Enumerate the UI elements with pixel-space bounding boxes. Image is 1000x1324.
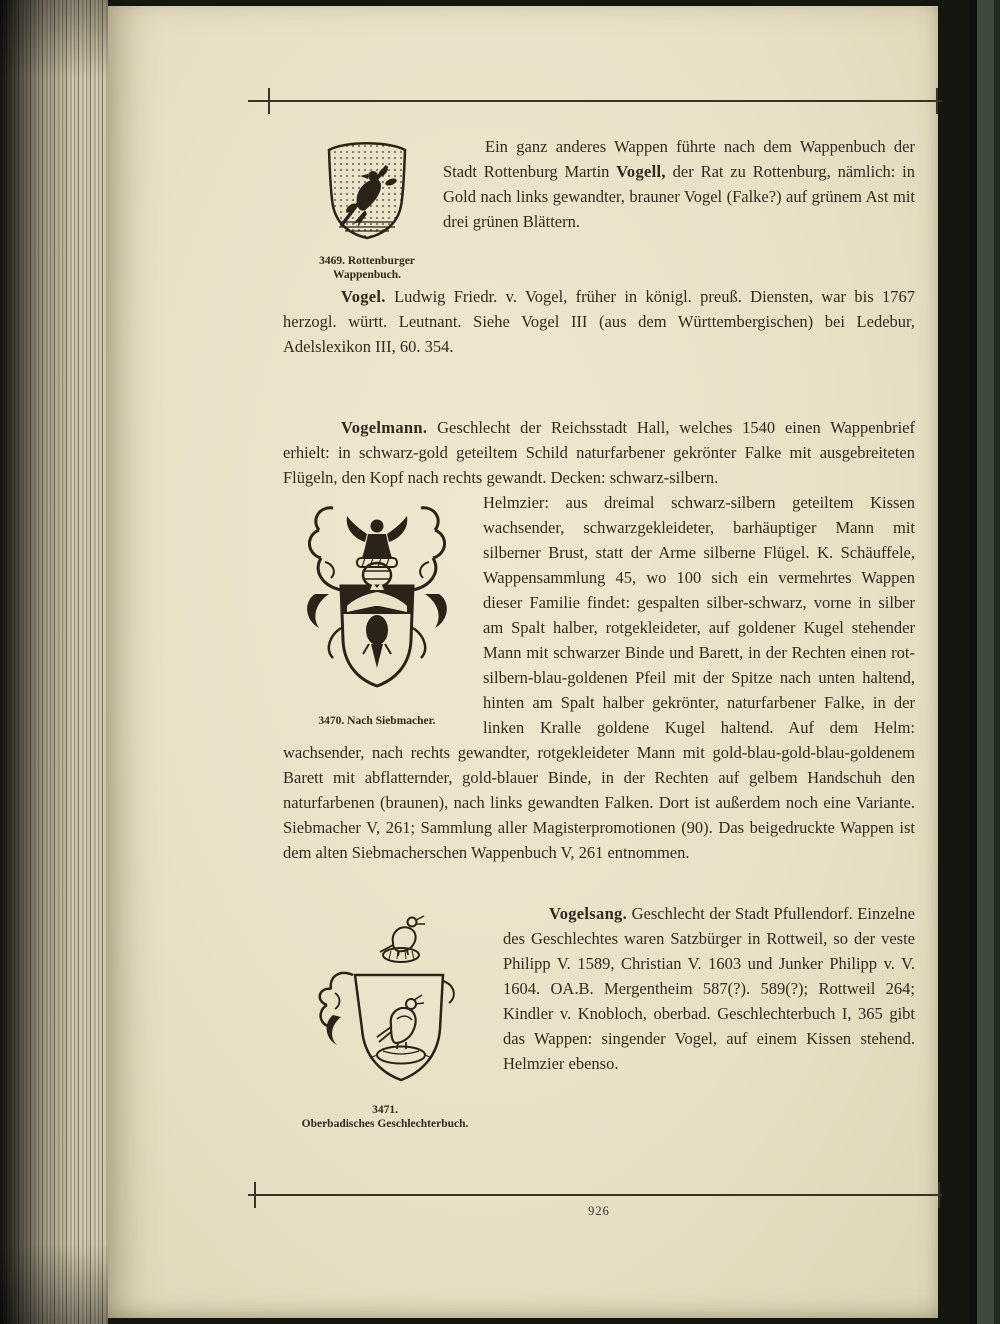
- figure-caption-line: 3469. Rottenburger: [319, 255, 415, 267]
- entry-vogel-text: Ludwig Friedr. v. Vogel, früher in königl. preuß. Diensten, war bis 1767 herzogl. württ. Leutnant. Siehe Vogel III (aus dem Württembergischen) bei Ledebur, Adelslexikon III, 60. 354.: [283, 287, 915, 356]
- frame-tick-bottom-right: [938, 1182, 940, 1208]
- figure-caption-line: 3470. Nach Siebmacher.: [318, 715, 436, 727]
- figure-3470: [285, 498, 469, 728]
- headword-vogelsang: Vogelsang.: [549, 904, 628, 923]
- entry-vogelmann: [283, 415, 915, 865]
- page-number: 926: [588, 1204, 610, 1218]
- entry-vogelmann-text1: Geschlecht der Reichsstadt Hall, welches 1540 einen Wappenbrief erhielt: in schwarz-gold geteiltem Schild naturfarbener gekrönter Falke mit ausgebreiteten Flügeln, den Kopf nach rechts gewandt. Decken: schwarz-silbern.: [283, 418, 915, 487]
- name-vogell: Vogell,: [616, 162, 666, 181]
- entry-vogelsang-text: Geschlecht der Stadt Pfullendorf. Einzelne des Geschlechtes waren Satzbürger in Rottweil, so der veste Philipp V. 1589, Christian V. 1603 und Junker Philipp v. V. 1604. OA.B. Mergentheim 587(?). 589(?); Rottweil 264; Kindler v. Knobloch, oberbad. Geschlechterbuch I, 365 gibt das Wappen: singender Vogel, auf einem Kissen stehend. Helmzier ebenso.: [503, 904, 915, 1073]
- entry-vogelmann-part2: [283, 490, 915, 865]
- figure-caption-line: Oberbadisches Geschlechterbuch.: [301, 1118, 469, 1130]
- figure-caption: [303, 254, 431, 282]
- figure-caption: [283, 1103, 487, 1131]
- entry-vogel: [283, 284, 915, 359]
- figure-caption: [285, 714, 469, 728]
- note-text-after: der Rat zu Rottenburg, nämlich: in Gold nach links gewandter, brauner Vogel (Falke?) auf grünem Ast mit drei grünen Blättern.: [443, 162, 915, 231]
- page-frame-rule-bottom: [248, 1194, 942, 1196]
- coat-of-arms-3470-illustration: [295, 498, 459, 702]
- entry-vogelsang: [283, 901, 915, 1130]
- entry-vogelmann-part1: [283, 415, 915, 490]
- coat-of-arms-3471-illustration: [301, 905, 469, 1091]
- book-page-edges: [0, 0, 108, 1324]
- note-text-before: Ein ganz anderes Wappen führte nach dem Wappenbuch der Stadt Rottenburg Martin: [443, 137, 915, 181]
- figure-3471: [283, 905, 487, 1131]
- entry-vogelmann-text2: Helmzier: aus dreimal schwarz-silbern geteiltem Kissen wachsender, schwarzgekleideter, barhäuptiger Mann mit silberner Brust, statt der Arme silberne Flügel. K. Schäuffele, Wappensammlung 45, wo 100 sich ein vermehrtes Wappen dieser Familie findet: gespalten silber-schwarz, vorne in silber am Spalt halber, rotgekleideter, auf goldener Kugel stehender Mann mit schwarzer Binde und Barett, in der Rechten einen rot-silbern-blau-goldenen Pfeil mit der Spitze nach unten haltend, hinten am Spalt halber gekrönter, naturfarbener Falke, in der linken Kralle goldene Kugel haltend. Auf dem Helm: wachsender, nach rechts gewandter, rotgekleideter Mann mit gold-blau-gold-blau-goldenem Barett mit abflatternder, gold-blauer Binde, in der Rechten auf gelbem Handschuh den naturfarbenen (braunen), nach links gewandten Falken. Dort ist außerdem noch eine Variante. Siebmacher V, 261; Sammlung aller Magisterpromotionen (90). Das beigedruckte Wappen ist dem alten Siebmacherschen Wappenbuch V, 261 entnommen.: [283, 493, 915, 862]
- headword-vogel: Vogel.: [341, 287, 386, 306]
- figure-caption-line: 3471.: [372, 1104, 398, 1116]
- frame-tick-top-right: [936, 88, 938, 114]
- book-cover-edge: [970, 0, 1000, 1324]
- headword-vogelmann: Vogelmann.: [341, 418, 428, 437]
- book-page: [108, 6, 938, 1318]
- figure-caption-line: Wappenbuch.: [332, 269, 402, 281]
- figure-3469: [303, 138, 431, 282]
- frame-tick-bottom-left: [254, 1182, 256, 1208]
- page-frame-rule-top: [248, 100, 942, 102]
- coat-of-arms-3469-illustration: [321, 138, 413, 242]
- frame-tick-top-left: [268, 88, 270, 114]
- entry-rottenburg-note: [283, 134, 915, 281]
- page-content: [283, 134, 915, 1131]
